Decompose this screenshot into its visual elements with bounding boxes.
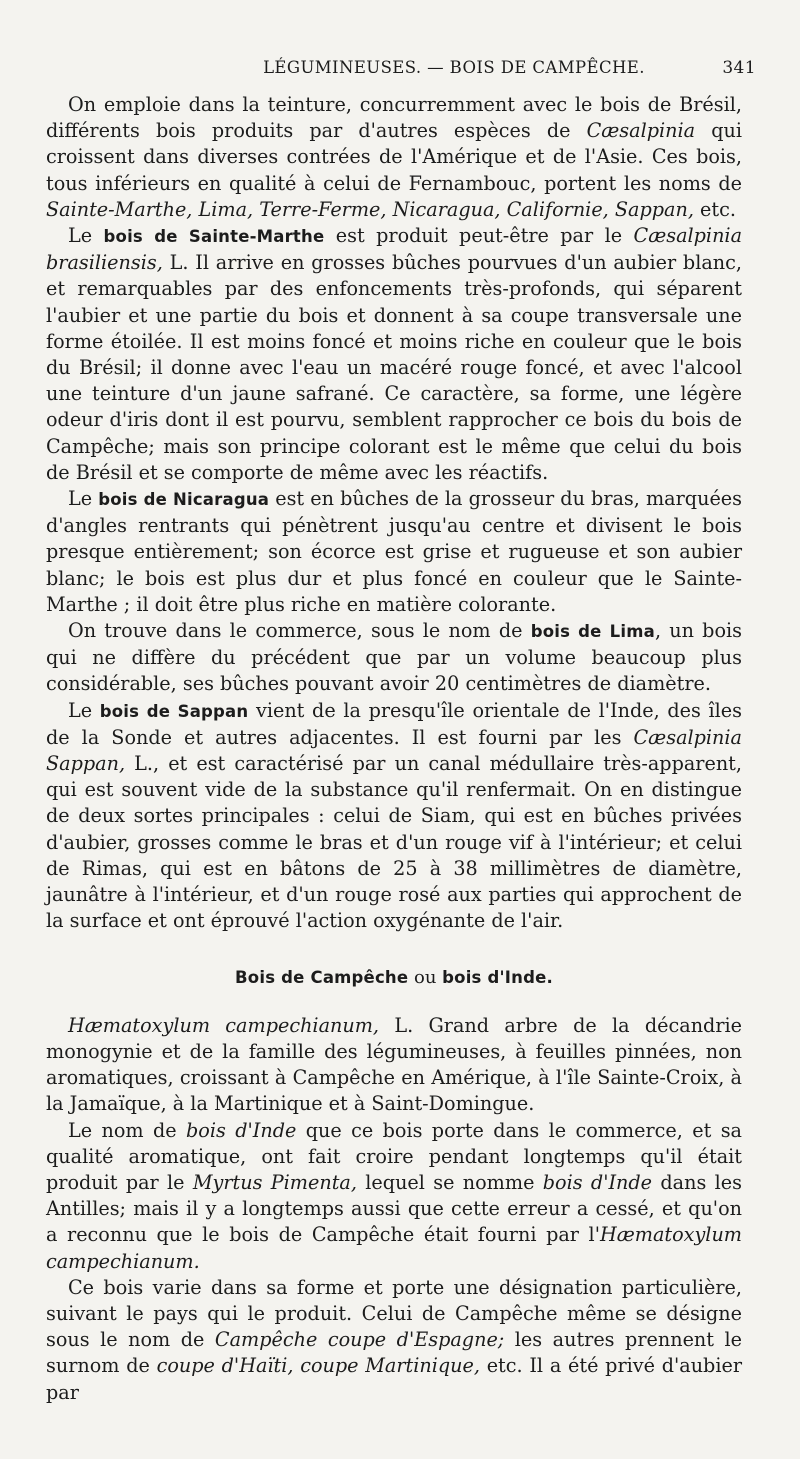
text-run: les autres prennent le surnom de [46, 1328, 743, 1378]
heading-bold-campeche: Bois de Campêche [235, 967, 409, 987]
running-title: LÉGUMINEUSES. — BOIS DE CAMPÊCHE. [263, 58, 645, 77]
bold-term-sainte-marthe: bois de Sainte-Marthe [103, 227, 325, 247]
text-run: lequel se nomme [356, 1170, 543, 1194]
section-heading [46, 965, 742, 991]
bold-term-nicaragua: bois de Nicaragua [98, 490, 270, 510]
italic-term: coupe d'Haïti, coupe Martinique, [156, 1354, 480, 1378]
text-run: vient de la presqu'île orientale de l'Inde, des îles de la Sonde et autres adjacentes. Il est fourni par les [46, 698, 742, 749]
paragraph-sappan [46, 698, 742, 935]
bold-term-lima: bois de Lima [530, 622, 655, 642]
text-run: qui croissent dans diverses contrées de l'Amérique et de l'Asie. Ces bois, tous inférieurs en qualité à celui de Fernambouc, portent les noms de [46, 119, 742, 195]
italic-species: Myrtus Pimenta, [192, 1170, 357, 1194]
running-head [46, 58, 756, 92]
text-run: est en bûches de la grosseur du bras, marquées d'angles rentrants qui pénètrent jusqu'au centre et divisent le bois presque entièrement; son écorce est grise et rugueuse et son aubier blanc; le bois est plus dur et plus foncé en couleur que le Sainte-Marthe ; il doit être plus riche en matière colorante. [46, 487, 742, 616]
italic-wood-names: Sainte-Marthe, Lima, Terre-Ferme, Nicaragua, Californie, Sappan, [46, 197, 694, 221]
italic-genus: Cæsalpinia [586, 119, 696, 143]
text-run: etc. Il a été privé d'aubier par [46, 1354, 743, 1404]
paragraph-other-species [46, 92, 742, 223]
paragraph-name-origin [46, 1118, 742, 1275]
text-run: Le [68, 224, 104, 248]
page-number: 341 [722, 58, 756, 78]
text-run: L. Grand arbre de la décandrie monogynie et de la famille des légumineuses, à feuilles pinnées, non aromatiques, croissant à Campêche en Amérique, à l'île Sainte-Croix, à la Jamaïque, à la Martinique et à Saint-Domingue. [46, 1013, 743, 1116]
text-run: dans les Antilles; mais il y a longtemps aussi que cette erreur a cessé, et qu'on a reconnu que le bois de Campêche était fourni par l' [46, 1170, 742, 1247]
text-run: etc. [693, 197, 736, 221]
text-run: On emploie dans la teinture, concurremment avec le bois de Brésil, différents bois produits par d'autres espèces de [46, 93, 742, 143]
italic-term: bois d'Inde [542, 1170, 653, 1194]
text-run: L. Il arrive en grosses bûches pourvues d'un aubier blanc, et remarquables par des enfoncements très-profonds, qui séparent l'aubier et une partie du bois et donnent à sa coupe transversale une forme étoilée. Il est moins foncé et moins riche en couleur que le bois du Brésil; il donne avec l'eau un macéré rouge foncé, et avec l'alcool une teinture d'un jaune safrané. Ce caractère, sa forme, une légère odeur d'iris dont il est pourvu, semblent rapprocher ce bois du bois de Campêche; mais son principe colorant est le même que celui du bois de Brésil et se comporte de même avec les réactifs. [46, 251, 742, 484]
text-run: est produit peut-être par le [324, 224, 634, 248]
text-run: Le nom de [68, 1118, 186, 1142]
paragraph-forms [46, 1275, 742, 1406]
text-run: , un bois qui ne diffère du précédent que par un volume beaucoup plus considérable, ses bûches pouvant avoir 20 centimètres de diamètre. [46, 619, 742, 696]
text-run: L., et est caractérisé par un canal médullaire très-apparent, qui est souvent vide de la substance qu'il renfermait. On en distingue de deux sortes principales : celui de Siam, qui est en bûches privées d'aubier, grosses comme le bras et d'un rouge vif à l'intérieur; et celui de Rimas, qui est en bâtons de 25 à 38 millimètres de diamètre, jaunâtre à l'intérieur, et d'un rouge rosé aux parties qui approchent de la surface et ont éprouvé l'action oxygénante de l'air. [46, 752, 742, 933]
heading-conjunction: ou [408, 966, 443, 988]
text-run: Le [68, 487, 99, 511]
text-run: que ce bois porte dans le commerce, et sa qualité aromatique, ont fait croire pendant longtemps qu'il était produit par le [46, 1118, 742, 1194]
italic-term: bois d'Inde [186, 1118, 297, 1142]
italic-term: Campêche coupe d'Espagne; [214, 1328, 505, 1352]
text-run: Ce bois varie dans sa forme et porte une désignation particulière, suivant le pays qui le produit. Celui de Campêche même se désigne sous le nom de [46, 1275, 742, 1352]
italic-species: Hæmatoxylum campechianum. [46, 1223, 742, 1273]
italic-species: Hæmatoxylum campechianum, [68, 1013, 380, 1037]
italic-species: Cæsalpinia Sappan, [46, 725, 742, 776]
text-run: On trouve dans le commerce, sous le nom de [68, 619, 531, 643]
bold-term-sappan: bois de Sappan [99, 701, 249, 721]
text-run: Le [68, 698, 100, 722]
paragraph-lima [46, 618, 742, 698]
paragraph-sainte-marthe [46, 223, 742, 486]
heading-bold-inde: bois d'Inde. [442, 967, 553, 987]
body-text [46, 92, 742, 1406]
italic-species: Cæsalpinia brasiliensis, [46, 224, 743, 275]
paragraph-haematoxylum [46, 1013, 742, 1118]
paragraph-nicaragua [46, 486, 742, 618]
